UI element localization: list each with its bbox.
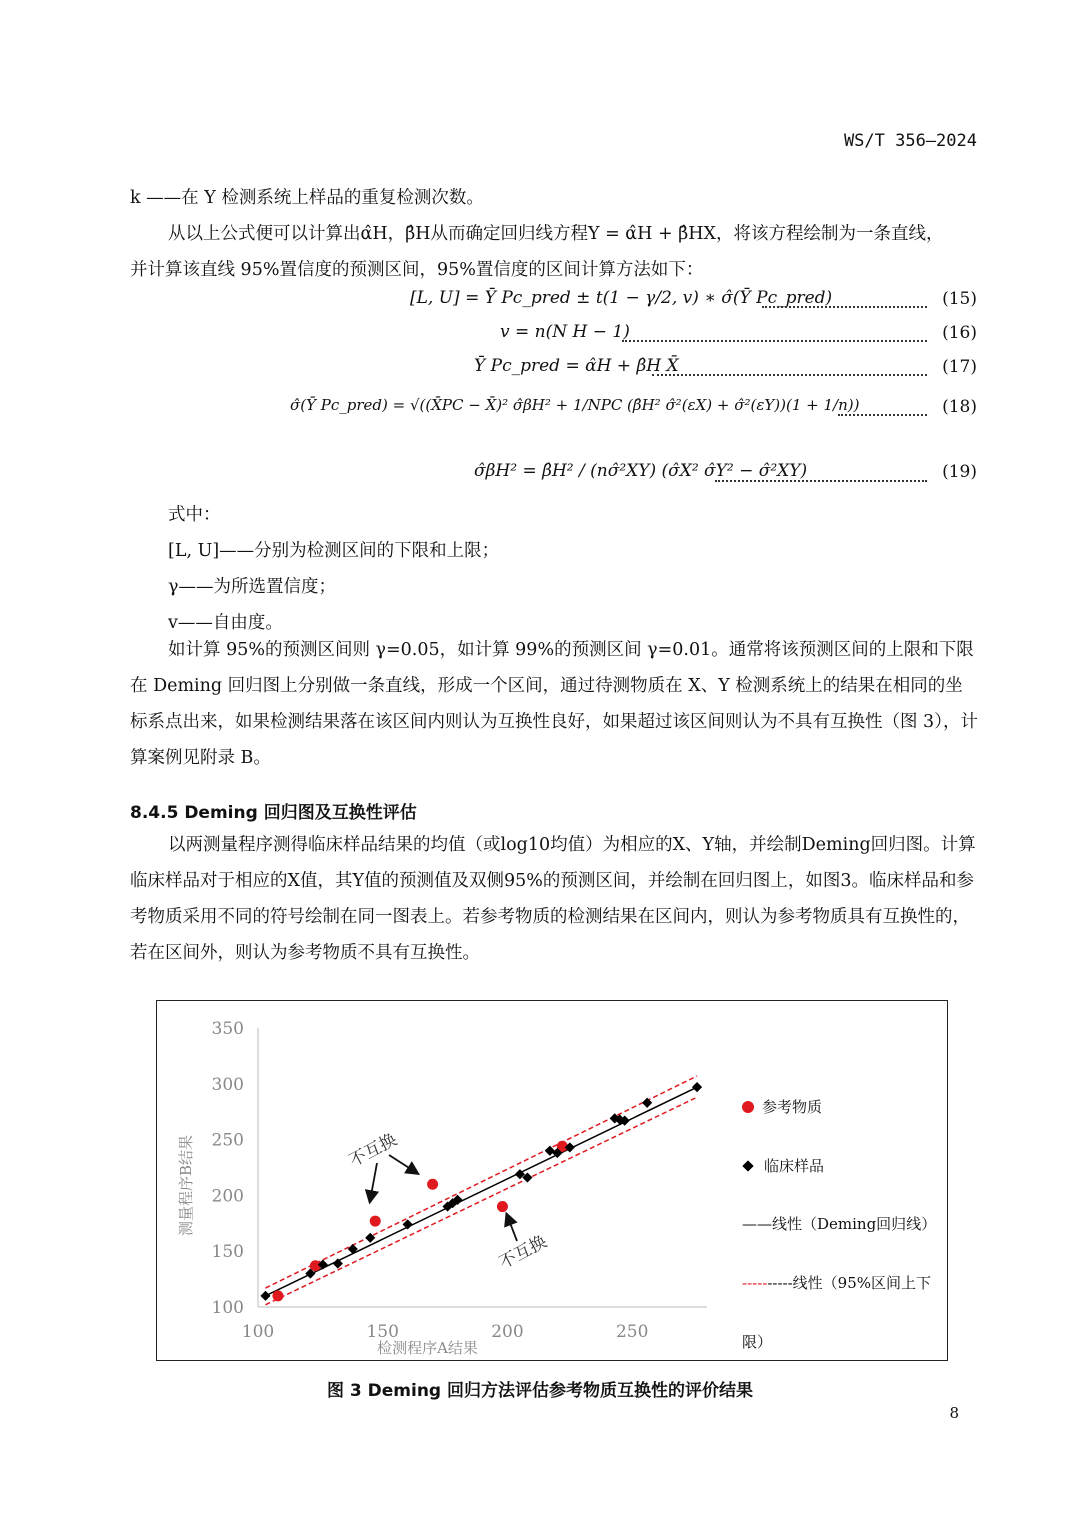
red-circle-icon [742,1101,754,1113]
dashed-line-icon: ----- [742,1274,768,1292]
x-axis-label: 检测程序A结果 [377,1339,478,1357]
equation-16: v = n(N H − 1) [500,322,630,342]
figure-caption: 图 3 Deming 回归方法评估参考物质互换性的评价结果 [326,1381,754,1401]
legend-item-interval-line-cont: 限） [742,1333,773,1351]
section-heading: 8.4.5 Deming 回归图及互换性评估 [130,803,417,823]
equation-18: σ̂(Ȳ Pc_pred) = √((X̄PC − X̄)² σ̂βH² + 1/NPC (β̂H² σ̂²(εX) + σ̂²(εY))(1 + 1/n)) [290,396,860,414]
reference-point [497,1201,508,1212]
eq-number-19: (19) [942,462,977,482]
def-gamma: γ——为所选置信度； [168,577,336,597]
paragraph-prediction-interval: 如计算 95%的预测区间则 γ=0.05，如计算 99%的预测区间 γ=0.01。通常将该预测区间的上限和下限在 Deming 回归图上分别做一条直线，形成一个区间，通过待测物质在 X、Y 检测系统上的结果在相同的坐标系点出来，如果检测结果落在该区间内则认为互换性良好，如果超过该区间则认为不具有互换性（图 3），计算案例见附录 B。 [130,640,978,768]
reference-point [370,1216,381,1227]
eq-number-17: (17) [942,357,977,377]
arrow-icon [389,1155,417,1173]
intro-line-1: 从以上公式便可以计算出α̂H，β̂H从而确定回归线方程Y = α̂H + β̂HX，将该方程绘制为一条直线， [168,224,944,244]
regression-line [265,1087,697,1296]
black-diamond-icon [742,1160,753,1171]
leader-dots [762,306,927,308]
intro-line-2: 并计算该直线 95%置信度的预测区间，95%置信度的区间计算方法如下： [130,260,704,280]
x-tick-label: 200 [491,1322,524,1342]
annotation-not-interchangeable: 不互换 [495,1231,551,1274]
interval-line [265,1097,697,1305]
legend-label-reference: 参考物质 [762,1098,823,1116]
y-axis-label: 测量程序B结果 [177,1134,195,1237]
eq-number-18: (18) [942,397,977,417]
def-L-U: [L, U]——分别为检测区间的下限和上限； [168,541,500,561]
equation-19: σ̂βH² = β̂H² / (nσ̂²XY) (σ̂X² σ̂Y² − σ̂²XY) [474,461,808,481]
legend-item-interval-line: ----------线性（95%区间上下 [742,1274,932,1292]
eq-number-15: (15) [942,289,977,309]
standard-number: WS/T 356—2024 [843,131,977,151]
y-tick-label: 350 [211,1019,244,1039]
clinical-point [260,1291,270,1301]
clinical-point [692,1082,702,1092]
equation-17: Ȳ Pc_pred = α̂H + β̂H X̄ [474,356,679,376]
reference-point [272,1290,283,1301]
y-tick-label: 300 [211,1074,244,1095]
figure-3-frame [156,1000,948,1361]
y-tick-label: 200 [211,1186,244,1207]
y-tick-label: 150 [211,1242,244,1263]
x-tick-label: 150 [366,1322,399,1342]
leader-dots [715,480,927,482]
legend-label-clinical: 临床样品 [764,1157,825,1175]
equation-15: [L, U] = Ȳ Pc_pred ± t(1 − γ/2, v) ∗ σ̂(Ȳ Pc_pred) [410,288,833,308]
y-tick-label: 100 [211,1298,244,1318]
interval-line [265,1076,697,1288]
x-tick-label: 250 [615,1322,649,1342]
x-tick-label: 100 [241,1322,275,1342]
reference-point [427,1179,438,1190]
annotation-not-interchangeable: 不互换 [345,1129,401,1172]
page-number: 8 [949,1404,959,1422]
arrow-icon [507,1215,517,1241]
leader-dots [838,414,927,416]
k-definition: k ——在 Y 检测系统上样品的重复检测次数。 [130,188,484,208]
legend-item-clinical [744,1155,824,1176]
arrow-icon [370,1163,377,1201]
paragraph-deming: 以两测量程序测得临床样品结果的均值（或log10均值）为相应的X、Y轴，并绘制Deming回归图。计算临床样品对于相应的X值，其Y值的预测值及双侧95%的预测区间，并绘制在回归图上，如图3。临床样品和参考物质采用不同的符号绘制在同一图表上。若参考物质的检测结果在区间内，则认为参考物质具有互换性的，若在区间外，则认为参考物质不具有互换性。 [130,835,976,963]
clinical-point [642,1098,652,1108]
deming-chart [157,1001,947,1360]
where-label: 式中： [168,505,221,525]
legend-item-reference [742,1096,822,1117]
y-tick-label: 250 [211,1130,244,1151]
eq-number-16: (16) [942,323,977,343]
leader-dots [622,340,927,342]
def-v: v——自由度。 [168,613,283,633]
legend-item-regression-line: ——线性（Deming回归线） [742,1215,937,1233]
leader-dots [652,374,927,376]
